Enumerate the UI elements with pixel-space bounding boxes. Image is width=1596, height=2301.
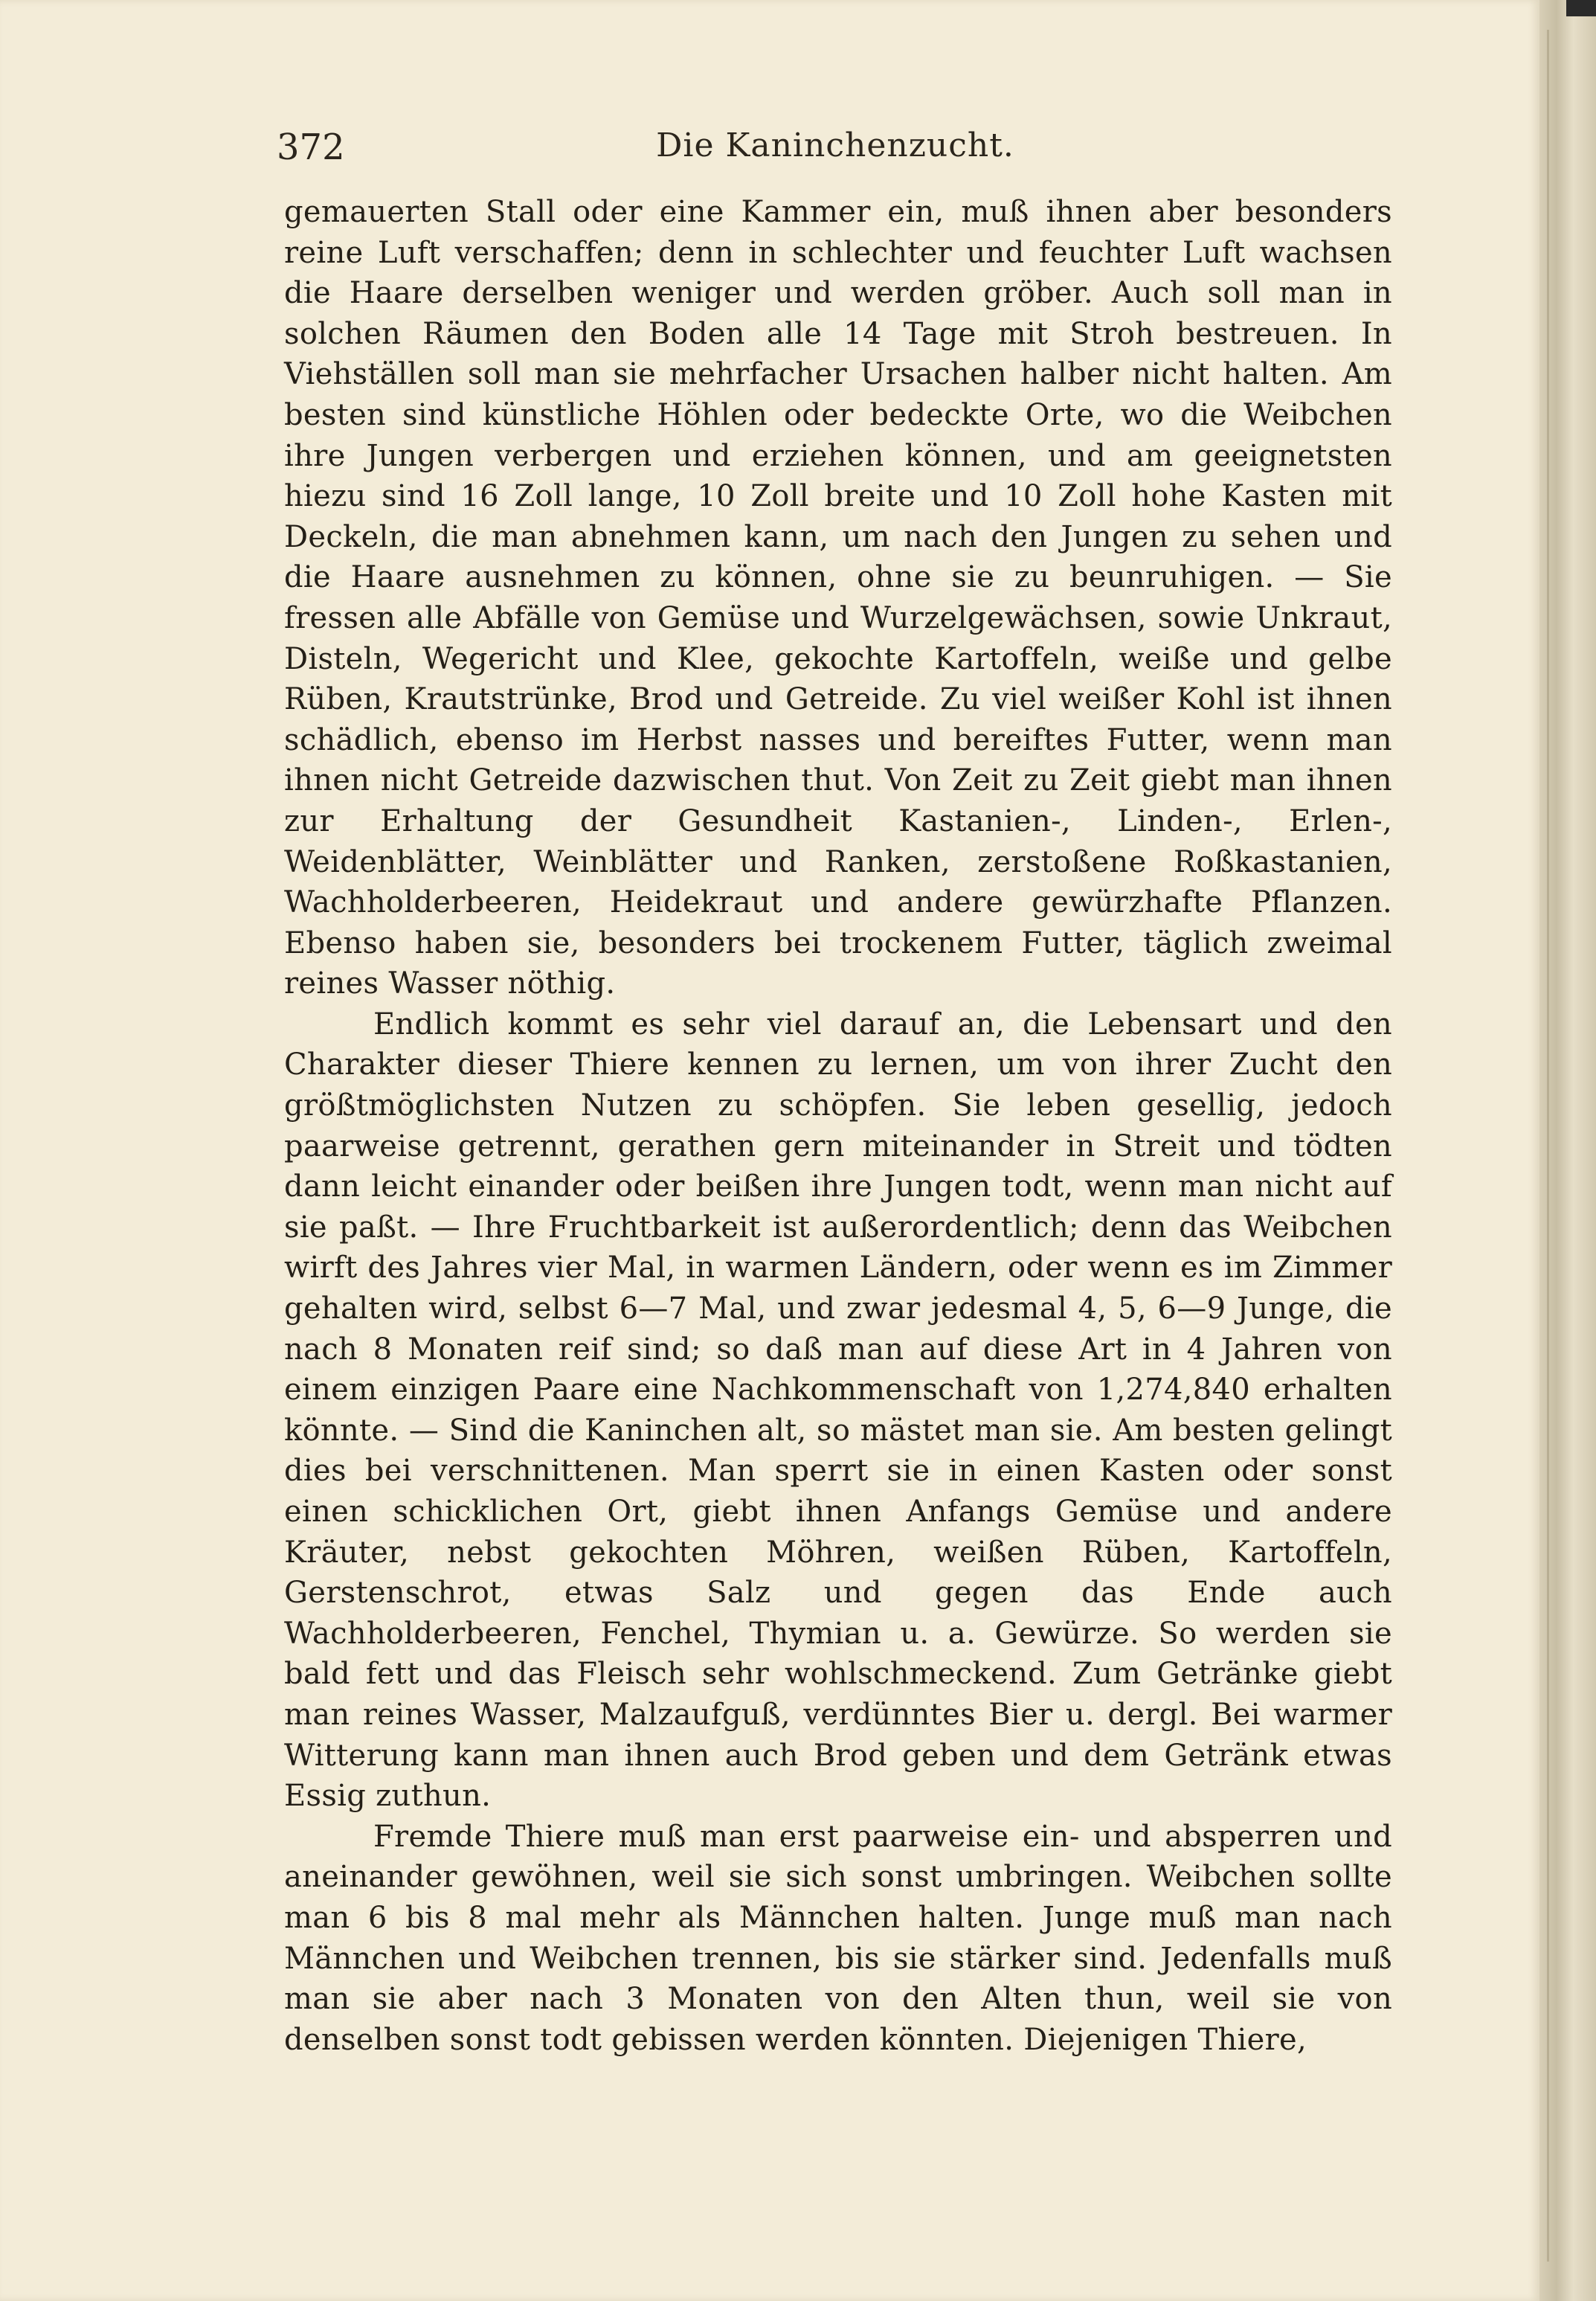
page-edge — [1539, 0, 1596, 2301]
page-number: 372 — [277, 126, 345, 168]
body-text — [284, 192, 1392, 2060]
page-edge-line — [1547, 30, 1549, 2262]
paragraph: gemauerten Stall oder eine Kammer ein, muß ihnen aber besonders reine Luft verschaffen; denn in schlechter und feuchter Luft wachsen die Haare derselben weniger und werden gröber. Auch soll man in solchen Räumen den Boden alle 14 Tage mit Stroh bestreuen. In Viehställen soll man sie mehrfacher Ursachen halber nicht halten. Am besten sind künstliche Höhlen oder bedeckte Orte, wo die Weibchen ihre Jungen verbergen und erziehen können, und am geeignetsten hiezu sind 16 Zoll lange, 10 Zoll breite und 10 Zoll hohe Kasten mit Deckeln, die man abnehmen kann, um nach den Jungen zu sehen und die Haare ausnehmen zu können, ohne sie zu beunruhigen. — Sie fressen alle Abfälle von Gemüse und Wurzelgewächsen, sowie Unkraut, Disteln, Wegericht und Klee, gekochte Kartoffeln, weiße und gelbe Rüben, Krautstrünke, Brod und Getreide. Zu viel weißer Kohl ist ihnen schädlich, ebenso im Herbst nasses und bereiftes Futter, wenn man ihnen nicht Getreide dazwischen thut. Von Zeit zu Zeit giebt man ihnen zur Erhaltung der Gesundheit Kastanien-, Linden-, Erlen-, Weidenblätter, Weinblätter und Ranken, zerstoßene Roßkastanien, Wachholderbeeren, Heidekraut und andere gewürzhafte Pflanzen. Ebenso haben sie, besonders bei trockenem Futter, täglich zweimal reines Wasser nöthig. — [284, 195, 1392, 1001]
paragraph: Endlich kommt es sehr viel darauf an, die Lebensart und den Charakter dieser Thiere kennen zu lernen, um von ihrer Zucht den größtmöglichsten Nutzen zu schöpfen. Sie leben gesellig, jedoch paarweise getrennt, gerathen gern miteinander in Streit und tödten dann leicht einander oder beißen ihre Jungen todt, wenn man nicht auf sie paßt. — Ihre Fruchtbarkeit ist außerordentlich; denn das Weibchen wirft des Jahres vier Mal, in warmen Ländern, oder wenn es im Zimmer gehalten wird, selbst 6—7 Mal, und zwar jedesmal 4, 5, 6—9 Junge, die nach 8 Monaten reif sind; so daß man auf diese Art in 4 Jahren von einem einzigen Paare eine Nachkommenschaft von 1,274,840 erhalten könnte. — Sind die Kaninchen alt, so mästet man sie. Am besten gelingt dies bei verschnittenen. Man sperrt sie in einen Kasten oder sonst einen schicklichen Ort, giebt ihnen Anfangs Gemüse und andere Kräuter, nebst gekochten Möhren, weißen Rüben, Kartoffeln, Gerstenschrot, etwas Salz und gegen das Ende auch Wachholderbeeren, Fenchel, Thymian u. a. Gewürze. So werden sie bald fett und das Fleisch sehr wohlschmeckend. Zum Getränke giebt man reines Wasser, Malzaufguß, verdünntes Bier u. dergl. Bei warmer Witterung kann man ihnen auch Brod geben und dem Getränk etwas Essig zuthun. — [284, 1007, 1392, 1814]
running-title: Die Kaninchenzucht. — [656, 126, 1014, 164]
corner-mark — [1566, 0, 1596, 16]
page-header — [277, 126, 1394, 179]
paragraph: Fremde Thiere muß man erst paarweise ein- und absperren und aneinander gewöhnen, weil sie sich sonst umbringen. Weibchen sollte man 6 bis 8 mal mehr als Männchen halten. Junge muß man nach Männchen und Weibchen trennen, bis sie stärker sind. Jedenfalls muß man sie aber nach 3 Monaten von den Alten thun, weil sie von denselben sonst todt gebissen werden könnten. Diejenigen Thiere, — [284, 1819, 1392, 2057]
